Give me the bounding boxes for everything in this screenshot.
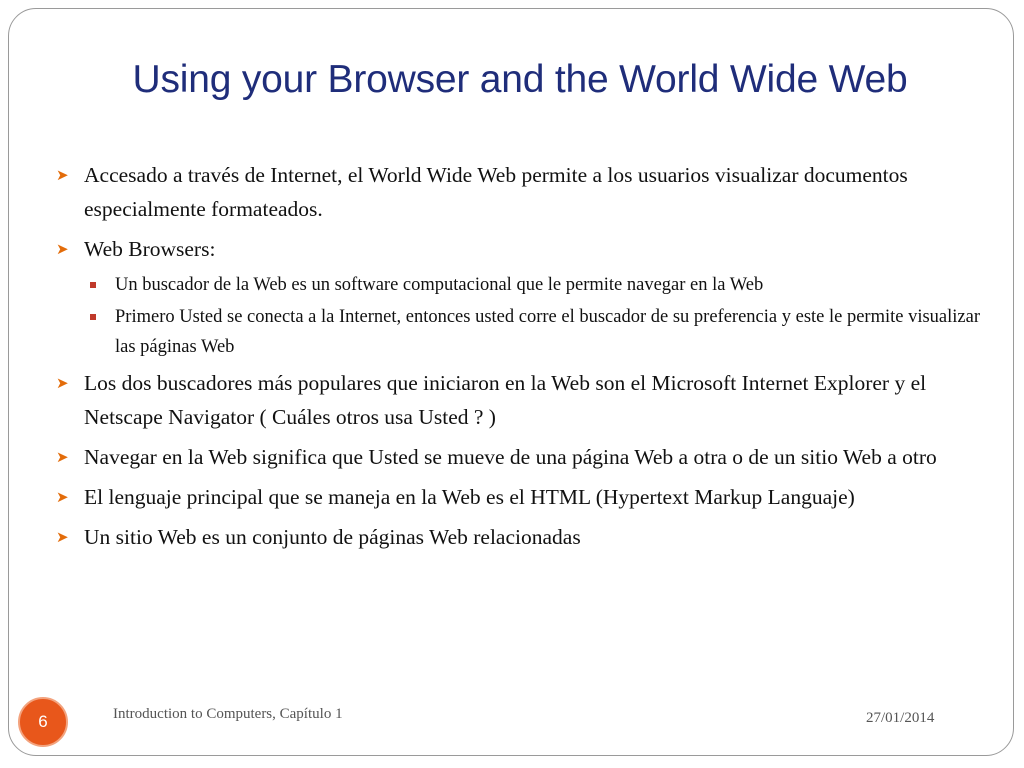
bullet-item	[54, 480, 999, 514]
bullet-item	[54, 366, 999, 434]
bullet-text: Web Browsers:	[84, 237, 216, 261]
square-icon	[90, 314, 96, 320]
page-number: 6	[18, 697, 68, 747]
arrowhead-icon: ➤	[56, 374, 69, 392]
bullet-text: Un sitio Web es un conjunto de páginas Web relacionadas	[84, 525, 581, 549]
bullet-item	[54, 440, 999, 474]
sub-bullet-item	[54, 302, 999, 362]
bullet-item	[54, 158, 999, 226]
bullet-item	[54, 520, 999, 554]
bullet-text: El lenguaje principal que se maneja en la Web es el HTML (Hypertext Markup Languaje)	[84, 485, 855, 509]
arrowhead-icon: ➤	[56, 166, 69, 184]
bullet-text: Navegar en la Web significa que Usted se mueve de una página Web a otra o de un sitio Web a otro	[84, 445, 937, 469]
footer-course: Introduction to Computers, Capítulo 1	[113, 706, 343, 722]
bullet-text: Accesado a través de Internet, el World Wide Web permite a los usuarios visualizar documentos especialmente formateados.	[84, 163, 908, 221]
bullet-item	[54, 232, 999, 266]
sub-bullet-item	[54, 270, 999, 300]
sub-bullet-list	[54, 270, 999, 362]
footer-date: 27/01/2014	[866, 710, 935, 726]
slide-title: Using your Browser and the World Wide Web	[132, 58, 908, 101]
arrowhead-icon: ➤	[56, 448, 69, 466]
sub-bullet-text: Un buscador de la Web es un software computacional que le permite navegar en la Web	[115, 275, 764, 295]
arrowhead-icon: ➤	[56, 488, 69, 506]
arrowhead-icon: ➤	[56, 528, 69, 546]
square-icon	[90, 282, 96, 288]
slide-content	[54, 158, 999, 560]
sub-bullet-text: Primero Usted se conecta a la Internet, entonces usted corre el buscador de su preferencia y este le permite visualizar las páginas Web	[115, 307, 981, 357]
arrowhead-icon: ➤	[56, 240, 69, 258]
bullet-text: Los dos buscadores más populares que iniciaron en la Web son el Microsoft Internet Explorer y el Netscape Navigator ( Cuáles otros usa Usted ? )	[84, 371, 927, 429]
